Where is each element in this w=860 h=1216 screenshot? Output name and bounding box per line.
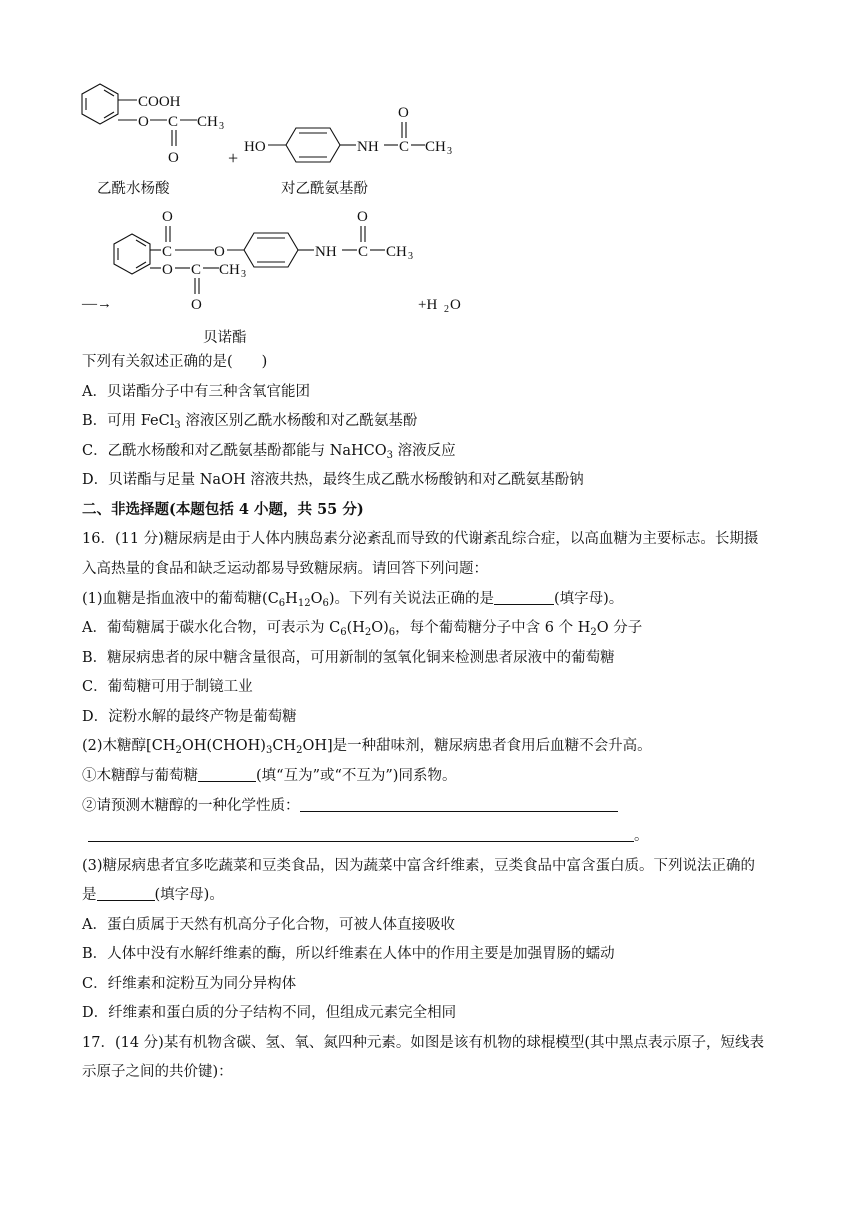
q16-part1-stem [82,589,623,614]
q16-p1-oa-mid: (H [346,620,365,636]
reactant2-name: 对乙酰氨基酚 [281,181,368,197]
amide-o-label: O [398,105,409,121]
q16-p1-oa-s2: 2 [364,627,372,638]
q16-p1-b: H [285,591,298,607]
methyl-label: CH [197,114,218,130]
q16-p1-oa-s3: 6 [388,627,396,638]
q16-part3-line1: (3)糖尿病患者宜多吃蔬菜和豆类食品，因为蔬菜中富含纤维素，豆类食品中富含蛋白质。下列说法正确的 [82,858,756,874]
q16-part3-option-a[interactable]: A．蛋白质属于天然有机高分子化合物，可被人体直接吸收 [82,917,455,933]
q16-p1-oa-mid2: O) [371,620,389,636]
carbonyl-o-label: O [168,150,179,166]
product-name: 贝诺酯 [203,330,247,346]
q16-p1-s2: 12 [297,598,311,609]
amide-c-label: C [399,139,410,155]
product-top-o: O [162,209,173,225]
q16-p1-e: (填字母)。 [553,591,624,607]
q15-option-b[interactable] [82,411,417,436]
q16-p1-s1: 6 [278,598,286,609]
q16-p1-a: (1)血糖是指血液中的葡萄糖(C [82,591,279,607]
product-amide-methyl: CH [386,244,407,260]
q15-option-d[interactable] [82,470,584,490]
q16-part1-option-a[interactable] [82,618,642,643]
product-nh: NH [315,244,337,260]
q16-p2-d: OH]是一种甜味剂，糖尿病患者食用后血糖不会升高。 [302,738,652,754]
carbon-label: C [168,114,179,130]
q16-part2-stem [82,736,652,761]
product-methyl: CH [219,262,240,278]
water-sub: 2 [444,304,449,315]
q16-p1-oa-post: ，每个葡萄糖分子中含 6 个 H [395,620,591,636]
q16-p1-d: )。下列有关说法正确的是 [328,591,494,607]
q16-p2-b: OH(CHOH) [181,738,266,754]
q16-part3-option-b[interactable]: B．人体中没有水解纤维素的酶，所以纤维素在人体中的作用主要是加强胃肠的蠕动 [82,946,615,962]
q15-option-b-sub: 3 [174,420,181,431]
q15-option-c-pre: C．乙酰水杨酸和对乙酰氨基酚都能与 NaHCO [82,443,387,459]
q16-part3-option-c[interactable]: C．纤维素和淀粉互为同分异构体 [82,976,297,992]
q15-option-c[interactable] [82,441,456,466]
q16-p2-s3: 2 [296,745,303,756]
q16-p2-2-text: ②请预测木糖醇的一种化学性质： [82,798,300,814]
q17-line2: 示原子之间的共价键)： [82,1064,233,1080]
cooh-label: COOH [138,94,181,110]
reaction-arrow: —→ [82,296,112,312]
q16-p1-oa-end: O 分子 [596,620,643,636]
q16-intro-line1: 16．(11 分)糖尿病是由于人体内胰岛素分泌紊乱而导致的代谢紊乱综合症，以高血糖为主要标志。长期摄 [82,531,759,547]
plus-sign-1: + [228,148,239,168]
ho-label: HO [244,139,266,155]
q16-p2-a: (2)木糖醇[CH [82,738,176,754]
amide-methyl-label: CH [425,139,446,155]
q17-line1: 17．(14 分)某有机物含碳、氢、氧、氮四种元素。如图是该有机物的球棍模型(其中黑点表示原子，短线表 [82,1035,764,1051]
q15-option-a-text: A．贝诺酯分子中有三种含氧官能团 [82,384,310,400]
q16-p3-post: (填字母)。 [154,887,224,903]
product-amide-methyl-sub: 3 [408,251,413,262]
q16-part1-option-b[interactable]: B．糖尿病患者的尿中糖含量很高，可用新制的氢氧化铜来检测患者尿液中的葡萄糖 [82,650,615,666]
q16-part3-option-d[interactable]: D．纤维素和蛋白质的分子结构不同，但组成元素完全相同 [82,1005,457,1021]
product-ester-o: O [162,262,173,278]
q16-part2-1-answer-blank[interactable] [198,767,256,782]
q16-p2-s1: 2 [175,745,182,756]
product-link-o: O [214,244,225,260]
benzene-ring-3 [114,234,150,274]
product-ester-c: C [191,262,202,278]
q16-p1-oa-s4: 2 [590,627,597,638]
q15-option-a[interactable] [82,382,310,402]
methyl-sub: 3 [219,121,224,132]
q16-part1-answer-blank[interactable] [494,590,554,605]
q16-part3-line2 [82,885,224,905]
benorilate-structure [114,209,413,346]
paracetamol-structure [244,105,452,197]
q16-p1-c: O [310,591,323,607]
q16-part2-2-answer-blank-2[interactable] [88,827,634,842]
q16-part2-2-answer-blank-1[interactable] [300,797,618,812]
q16-p1-oa-pre: A．葡萄糖属于碳水化合物，可表示为 C [82,620,341,636]
q15-option-b-post: 溶液区别乙酰水杨酸和对乙酰氨基酚 [180,413,418,429]
product-top-c: C [162,244,173,260]
benzene-ring-1 [82,84,118,124]
q15-option-c-post: 溶液反应 [393,443,456,459]
q16-p2-1-pre: ①木糖醇与葡萄糖 [82,768,198,784]
acetylsalicylic-acid-structure [82,84,224,197]
q16-p2-end: 。 [634,828,649,844]
q16-p1-s3: 6 [322,598,329,609]
product-bottom-o: O [191,297,202,313]
q15-option-b-pre: B．可用 FeCl [82,413,175,429]
q16-part1-option-d[interactable]: D．淀粉水解的最终产物是葡萄糖 [82,709,297,725]
reactant1-name: 乙酰水杨酸 [97,181,170,197]
q16-part3-answer-blank[interactable] [97,886,155,901]
section-2-heading: 二、非选择题(本题包括 4 小题，共 55 分) [82,501,364,518]
q16-p2-s2: 3 [265,745,273,756]
q16-p3-pre: 是 [82,887,97,903]
q16-part2-2-line2 [88,826,649,846]
product-amide-c: C [358,244,369,260]
q16-p2-1-post: (填“互为”或“不互为”)同系物。 [256,768,457,784]
q16-p1-oa-s1: 6 [340,627,347,638]
q16-intro-line2: 入高热量的食品和缺乏运动都易导致糖尿病。请回答下列问题： [82,561,488,577]
q15-stem: 下列有关叙述正确的是( ) [82,354,268,370]
product-methyl-sub: 3 [241,269,246,280]
q15-option-c-sub: 3 [386,450,394,461]
water-byproduct [418,297,461,315]
reaction-scheme [0,0,860,360]
q16-p2-c: CH [272,738,297,754]
nh-label: NH [357,139,379,155]
q16-part1-option-c[interactable]: C．葡萄糖可用于制镜工业 [82,679,253,695]
q16-part2-1 [82,766,456,786]
water-o: O [450,297,461,313]
product-amide-o: O [357,209,368,225]
plus-water-label: +H [418,297,438,313]
ester-o-label: O [138,114,149,130]
q15-option-d-text: D．贝诺酯与足量 NaOH 溶液共热，最终生成乙酰水杨酸钠和对乙酰氨基酚钠 [82,472,584,488]
amide-methyl-sub: 3 [447,146,452,157]
q16-part2-2 [82,796,618,816]
